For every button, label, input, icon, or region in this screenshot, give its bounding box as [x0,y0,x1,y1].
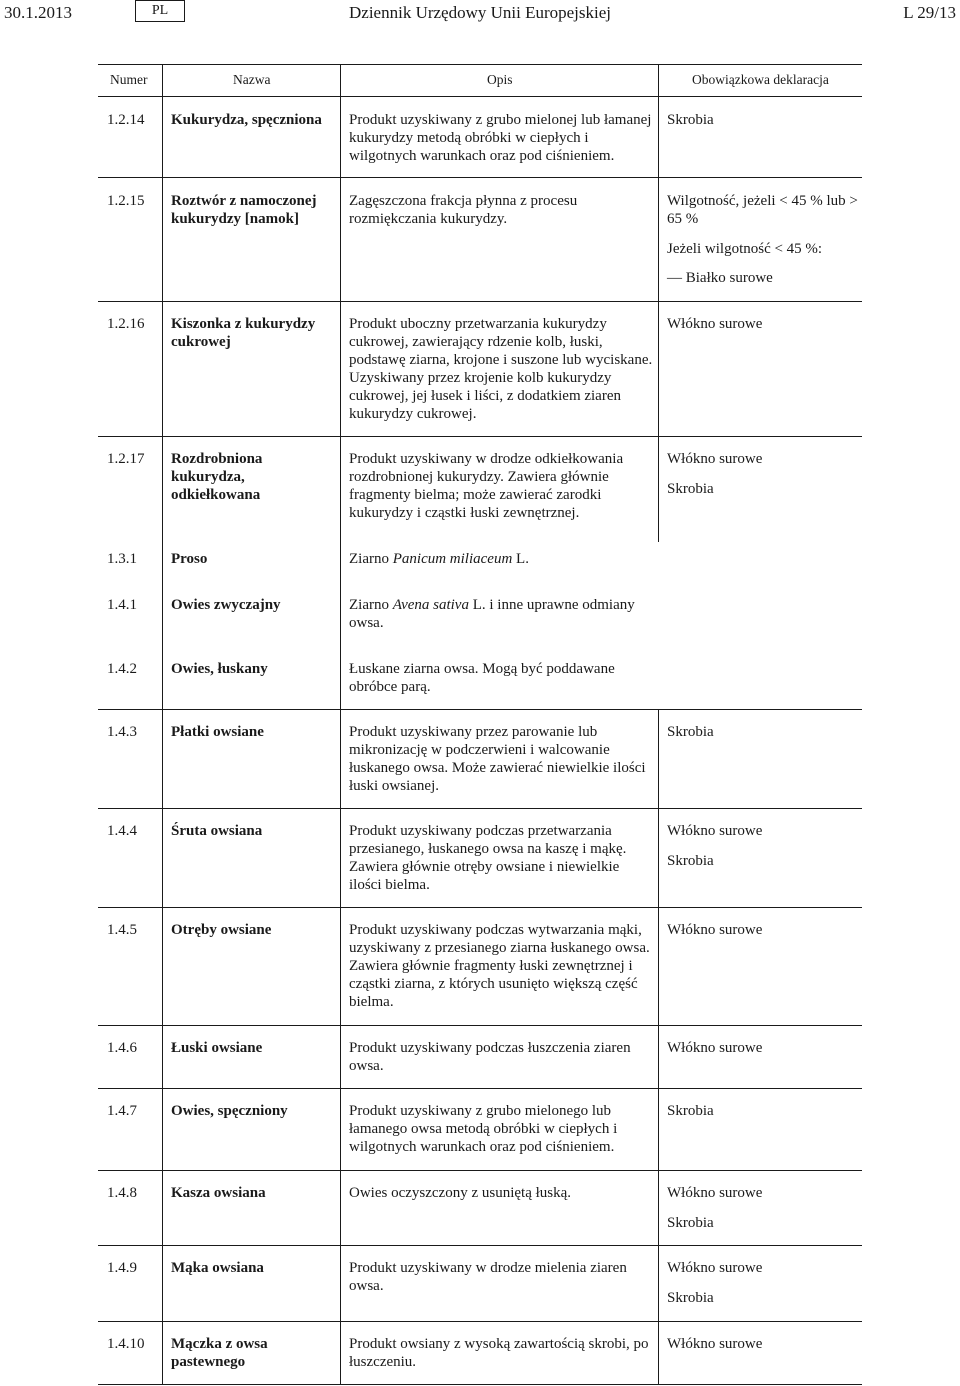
row-number: 1.4.10 [107,1336,145,1352]
row-name: Otręby owsiane [171,922,272,938]
row-divider [98,436,862,437]
row-declaration: Skrobia [667,112,714,128]
row-divider [98,1170,862,1171]
column-header-declaration: Obowiązkowa deklaracja [692,72,829,87]
row-number: 1.4.6 [107,1040,137,1056]
row-number: 1.4.8 [107,1185,137,1201]
row-name: Mąka owsiana [171,1260,264,1276]
row-divider [98,808,862,809]
row-declaration: Włókno surowe [667,1336,763,1352]
row-divider [98,301,862,302]
language-code-box: PL [135,0,185,22]
row-declaration: Skrobia [667,481,714,497]
row-declaration: Skrobia [667,724,714,740]
row-description: Produkt uzyskiwany z grubo mielonego lub łamanego owsa metodą obróbki w ciepłych i wilgotnych warunkach oraz pod ciśnieniem. [349,1103,618,1155]
publication-date: 30.1.2013 [4,3,72,22]
row-divider [98,1321,862,1322]
page-reference: L 29/13 [903,3,956,22]
row-number: 1.4.7 [107,1103,137,1119]
desc-text: Ziarno [349,551,393,567]
row-number: 1.2.17 [107,451,145,467]
column-divider [658,709,659,1385]
row-description: Produkt uzyskiwany z grubo mielonej lub łamanej kukurydzy metodą obróbki w ciepłych i wilgotnych warunkach oraz pod ciśnieniem. [349,112,652,164]
row-description: Produkt owsiany z wysoką zawartością skrobi, po łuszczeniu. [349,1336,649,1370]
species-name: Avena sativa [392,597,469,613]
row-description: Produkt uzyskiwany podczas przetwarzania przesianego, łuskanego owsa na kaszę i mąkę. Zawiera głównie otręby owsiane i niewielkie ilości bielma. [349,823,627,893]
row-declaration: Włókno surowe [667,1040,763,1056]
row-name: Mączka z owsa pastewnego [171,1336,268,1370]
row-description: Produkt uzyskiwany podczas wytwarzania mąki, uzyskiwany z przesianego ziarna łuskanego owsa. Zawiera głównie fragmenty łuski zewnętrznej i cząstki ziarna, z których usunięto większą część bielma. [349,922,650,1010]
row-declaration: Skrobia [667,853,714,869]
row-name: Roztwór z namoczonej kukurydzy [namok] [171,193,317,227]
row-description: Produkt uboczny przetwarzania kukurydzy cukrowej, zawierający rdzenie kolb, łuski, podstawę ziarna, krojone i suszone lub wyciskane. Uzyskiwany przez krojenie kolb kukurydzy cukrowej, jej łusek i liści, z dodatkiem ziaren kukurydzy cukrowej. [349,316,653,422]
row-declaration: Włókno surowe [667,823,763,839]
row-description: Zagęszczona frakcja płynna z procesu rozmiękczania kukurydzy. [349,193,578,227]
row-description: Owies oczyszczony z usuniętą łuską. [349,1185,572,1201]
row-declaration: Włókno surowe [667,1185,763,1201]
row-number: 1.4.4 [107,823,137,839]
row-name: Rozdrobniona kukurydza, odkiełkowana [171,451,263,503]
column-header-number: Numer [110,72,148,87]
desc-text: L. [512,551,529,567]
row-name: Łuski owsiane [171,1040,263,1056]
desc-text: L. i inne uprawne odmiany owsa. [349,597,635,631]
row-declaration: Włókno surowe [667,316,763,332]
row-description: Produkt uzyskiwany podczas łuszczenia ziaren owsa. [349,1040,631,1074]
column-header-description: Opis [487,72,513,87]
row-description: Produkt uzyskiwany w drodze mielenia ziaren owsa. [349,1260,627,1294]
row-name: Owies zwyczajny [171,597,281,613]
journal-title: Dziennik Urzędowy Unii Europejskiej [349,3,612,22]
row-description: Produkt uzyskiwany przez parowanie lub mikronizację w podczerwieni i walcowanie łuskanego owsa. Może zawierać niewielkie ilości łuski owsianej. [349,724,646,794]
row-divider [98,1245,862,1246]
row-description: Produkt uzyskiwany w drodze odkiełkowania rozdrobnionej kukurydzy. Zawiera głównie fragmenty bielma; może zawierać zarodki kukurydzy i cząstki łuski zewnętrznej. [349,451,624,521]
row-name: Owies, łuskany [171,661,268,677]
row-declaration: Włókno surowe [667,922,763,938]
column-header-name: Nazwa [233,72,271,87]
row-divider [98,907,862,908]
row-description [349,596,654,632]
row-number: 1.2.14 [107,112,145,128]
row-name: Kiszonka z kukurydzy cukrowej [171,316,316,350]
row-name: Płatki owsiane [171,724,264,740]
row-declaration: Skrobia [667,1103,714,1119]
table-top-rule [98,64,862,65]
row-number: 1.4.2 [107,661,137,677]
page-header [0,0,960,30]
row-declaration: Wilgotność, jeżeli < 45 % lub > 65 % [667,193,858,227]
row-declaration: Skrobia [667,1290,714,1306]
desc-text: Ziarno [349,597,393,613]
row-number: 1.4.3 [107,724,137,740]
row-divider [98,709,862,710]
row-divider [98,1088,862,1089]
row-description [349,550,654,568]
row-declaration: Włókno surowe [667,451,763,467]
header-bottom-rule [98,96,862,97]
row-divider [98,177,862,178]
column-divider [658,64,659,542]
table-bottom-rule [98,1384,862,1385]
row-name: Kukurydza, spęczniona [171,112,322,128]
row-number: 1.4.5 [107,922,137,938]
row-number: 1.4.9 [107,1260,137,1276]
row-name: Kasza owsiana [171,1185,266,1201]
row-declaration: Skrobia [667,1215,714,1231]
row-divider [98,1025,862,1026]
row-declaration: — Białko surowe [667,270,773,286]
row-declaration: Jeżeli wilgotność < 45 %: [667,241,823,257]
row-number: 1.3.1 [107,551,137,567]
row-number: 1.4.1 [107,597,137,613]
row-number: 1.2.15 [107,193,145,209]
row-name: Śruta owsiana [171,823,263,839]
row-name: Owies, spęczniony [171,1103,288,1119]
row-number: 1.2.16 [107,316,145,332]
row-description: Łuskane ziarna owsa. Mogą być poddawane obróbce parą. [349,661,615,695]
row-declaration: Włókno surowe [667,1260,763,1276]
species-name: Panicum miliaceum [392,551,513,567]
row-name: Proso [171,551,208,567]
